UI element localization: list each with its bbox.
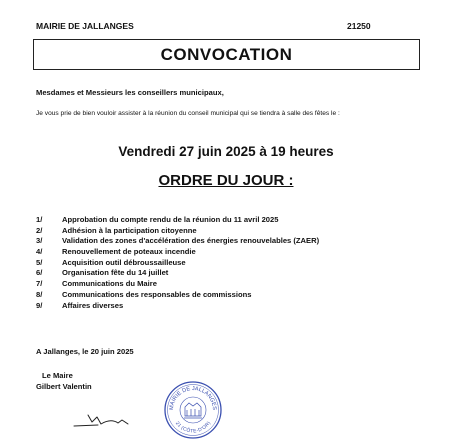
agenda-text: Organisation fête du 14 juillet (62, 268, 169, 278)
seal-top-text: MAIRIE DE JALLANGES (168, 385, 218, 411)
meeting-date: Vendredi 27 juin 2025 à 19 heures (118, 144, 334, 159)
mairie-seal-stamp (163, 380, 223, 440)
agenda-number: 8/ (36, 289, 43, 299)
title-box (33, 39, 420, 70)
agenda-number: 1/ (36, 215, 43, 224)
agenda-number: 4/ (36, 247, 43, 257)
signatory-role: Le Maire (42, 371, 73, 380)
signature-graphic (70, 412, 140, 434)
agenda-item (36, 236, 319, 247)
agenda-item (36, 258, 319, 269)
agenda-list (36, 215, 319, 311)
agenda-text: Adhésion à la participation citoyenne (62, 225, 197, 235)
agenda-text: Affaires diverses (62, 300, 124, 310)
agenda-item (36, 226, 319, 237)
agenda-text: Renouvellement de poteaux incendie (62, 247, 196, 257)
signatory-name: Gilbert Valentin (36, 382, 92, 391)
seal-bottom-text: 21 (CÔTE-D'OR) (174, 421, 213, 435)
agenda-text: Communications des responsables de commissions (62, 289, 252, 299)
agenda-item (36, 247, 319, 258)
postal-code: 21250 (347, 21, 371, 31)
agenda-number: 2/ (36, 225, 43, 235)
agenda-number: 6/ (36, 268, 43, 278)
intro-text: Je vous prie de bien vouloir assister à la réunion du conseil municipal qui se tiendra à salle des fêtes le : (36, 110, 340, 117)
greeting: Mesdames et Messieurs les conseillers municipaux, (36, 88, 224, 97)
agenda-text: Approbation du compte rendu de la réunion du 11 avril 2025 (62, 215, 279, 224)
agenda-item (36, 215, 319, 226)
agenda-item (36, 301, 319, 312)
document-title: CONVOCATION (160, 44, 293, 64)
place-date: A Jallanges, le 20 juin 2025 (36, 347, 134, 356)
municipality-name: MAIRIE DE JALLANGES (36, 21, 134, 31)
agenda-title: ORDRE DU JOUR : (158, 172, 294, 189)
agenda-text: Acquisition outil débroussailleuse (62, 257, 186, 267)
agenda-item (36, 279, 319, 290)
agenda-item (36, 268, 319, 279)
agenda-item (36, 290, 319, 301)
agenda-number: 3/ (36, 236, 43, 246)
agenda-text: Validation des zones d'accélération des énergies renouvelables (ZAER) (62, 236, 320, 246)
agenda-number: 5/ (36, 257, 43, 267)
agenda-number: 9/ (36, 300, 43, 310)
agenda-text: Communications du Maire (62, 279, 157, 289)
agenda-number: 7/ (36, 279, 43, 289)
seal-emblem (184, 403, 202, 418)
